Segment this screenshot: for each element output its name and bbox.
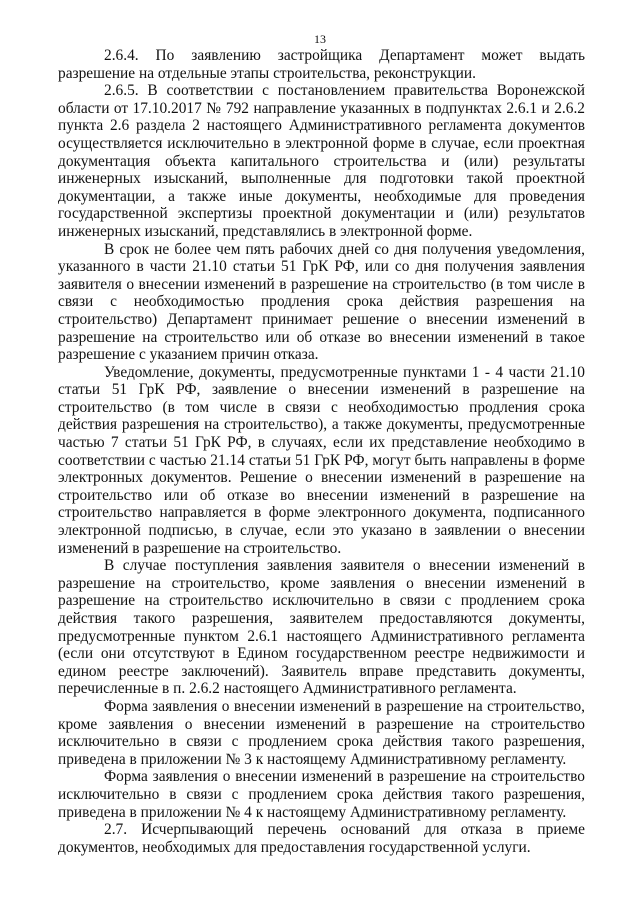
paragraph-electronic-documents: Уведомление, документы, предусмотренные пунктами 1 - 4 части 21.10 статьи 51 ГрК РФ, заявление о внесении изменений в разрешение на строительство (в том числе в связи с необходимостью продления срока действия разрешения на строительство), а также документы, предусмотренные частью 7 статьи 51 ГрК РФ, в случаях, если их представление необходимо в соответствии с частью 21.14 статьи 51 ГрК РФ, могут быть направлены в форме электронных документов. Решение о внесении изменений в разрешение на строительство или об отказе во внесении изменений в разрешение на строительство направляется в форме электронного документа, подписанного электронной подписью, в случае, если это указано в заявлении о внесении изменений в разрешение на строительство. <box>58 363 585 557</box>
document-body <box>58 47 585 856</box>
paragraph-form-appendix-4: Форма заявления о внесении изменений в разрешение на строительство исключительно в связи с продлением срока действия такого разрешения, приведена в приложении № 4 к настоящему Административному регламенту. <box>58 768 585 821</box>
paragraph-2-6-4: 2.6.4. По заявлению застройщика Департамент может выдать разрешение на отдельные этапы строительства, реконструкции. <box>58 47 585 82</box>
paragraph-2-7: 2.7. Исчерпывающий перечень оснований для отказа в приеме документов, необходимых для предоставления государственной услуги. <box>58 821 585 856</box>
page-number: 13 <box>314 32 326 46</box>
paragraph-applicant-documents: В случае поступления заявления заявителя о внесении изменений в разрешение на строительство, кроме заявления о внесении изменений в разрешение на строительство исключительно в связи с продлением срока действия такого разрешения, заявителем предоставляются документы, предусмотренные пунктом 2.6.1 настоящего Административного регламента (если они отсутствуют в Едином государственном реестре недвижимости и едином реестре заключений). Заявитель вправе представить документы, перечисленные в п. 2.6.2 настоящего Административного регламента. <box>58 557 585 698</box>
paragraph-form-appendix-3: Форма заявления о внесении изменений в разрешение на строительство, кроме заявления о внесении изменений в разрешение на строительство исключительно в связи с продлением срока действия такого разрешения, приведена в приложении № 3 к настоящему Административному регламенту. <box>58 697 585 768</box>
paragraph-decision-deadline: В срок не более чем пять рабочих дней со дня получения уведомления, указанного в части 21.10 статьи 51 ГрК РФ, или со дня получения заявления заявителя о внесении изменений в разрешение на строительство (в том числе в связи с необходимостью продления срока действия разрешения на строительство) Департамент принимает решение о внесении изменений в разрешение на строительство или об отказе во внесении изменений в такое разрешение с указанием причин отказа. <box>58 240 585 364</box>
paragraph-2-6-5: 2.6.5. В соответствии с постановлением правительства Воронежской области от 17.10.2017 № 792 направление указанных в подпунктах 2.6.1 и 2.6.2 пункта 2.6 раздела 2 настоящего Административного регламента документов осуществляется исключительно в электронной форме в случае, если проектная документация объекта капитального строительства и (или) результаты инженерных изысканий, выполненные для подготовки такой проектной документации, а также иные документы, необходимые для проведения государственной экспертизы проектной документации и (или) результатов инженерных изысканий, представлялись в электронной форме. <box>58 82 585 240</box>
